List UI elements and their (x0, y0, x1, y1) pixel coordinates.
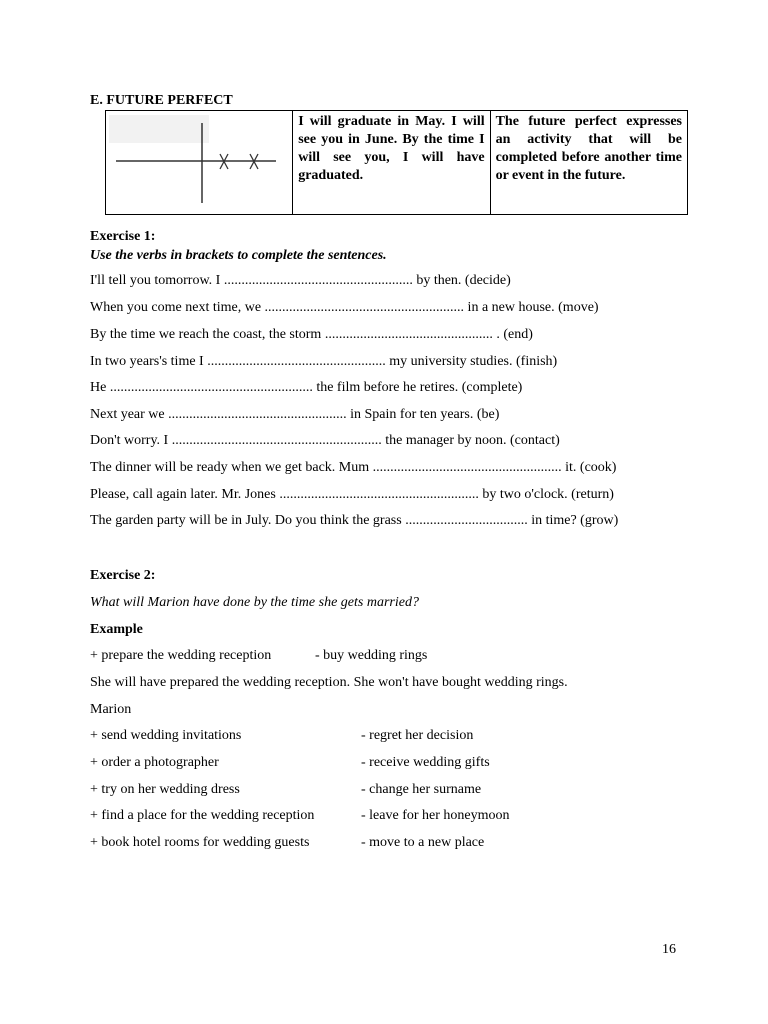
marion-label: Marion (90, 702, 132, 717)
exercise1-sentence: Next year we ................................................... in Spain for ten years. (be) (90, 407, 500, 422)
plus-item: + order a photographer (90, 755, 219, 770)
section-heading: E. FUTURE PERFECT (90, 93, 233, 108)
plus-item: + try on her wedding dress (90, 782, 240, 797)
future-perfect-table (105, 110, 688, 215)
plus-item: + find a place for the wedding reception (90, 808, 315, 823)
example-plus-item: + prepare the wedding reception (90, 648, 272, 663)
exercise1-title: Exercise 1: (90, 229, 156, 244)
example-cell: I will graduate in May. I will see you in June. By the time I will see you, I will have graduated. (293, 111, 490, 215)
page-number: 16 (662, 942, 676, 957)
exercise1-sentence: In two years's time I ................................................... my university studies. (finish) (90, 354, 558, 369)
exercise1-sentence: The garden party will be in July. Do you think the grass ................................... in time? (grow) (90, 513, 619, 528)
minus-item: - regret her decision (361, 728, 474, 743)
exercise2-question: What will Marion have done by the time she gets married? (90, 595, 419, 610)
timeline-diagram-cell (106, 111, 293, 215)
example-answer: She will have prepared the wedding reception. She won't have bought wedding rings. (90, 675, 568, 690)
exercise1-sentence: When you come next time, we ......................................................... in a new house. (move) (90, 300, 599, 315)
explanation-cell: The future perfect expresses an activity that will be completed before another time or event in the future. (490, 111, 687, 215)
exercise1-sentence: I'll tell you tomorrow. I ...................................................... by then. (decide) (90, 273, 511, 288)
example-label: Example (90, 622, 143, 637)
example-minus-item: - buy wedding rings (315, 648, 428, 663)
minus-item: - move to a new place (361, 835, 485, 850)
exercise1-sentence: By the time we reach the coast, the storm ................................................ . (end) (90, 327, 533, 342)
exercise1-sentence: The dinner will be ready when we get back. Mum ...................................................... it. (cook) (90, 460, 617, 475)
exercise1-sentence: Please, call again later. Mr. Jones ......................................................... by two o'clock. (return) (90, 487, 614, 502)
plus-item: + book hotel rooms for wedding guests (90, 835, 310, 850)
plus-item: + send wedding invitations (90, 728, 242, 743)
exercise1-sentence: Don't worry. I ............................................................ the manager by noon. (contact) (90, 433, 560, 448)
exercise1-instruction: Use the verbs in brackets to complete the sentences. (90, 248, 387, 263)
exercise2-title: Exercise 2: (90, 568, 156, 583)
minus-item: - receive wedding gifts (361, 755, 490, 770)
exercise1-sentence: He .......................................................... the film before he retires. (complete) (90, 380, 523, 395)
timeline-diagram (106, 111, 289, 209)
diagram-shading (109, 115, 209, 143)
minus-item: - leave for her honeymoon (361, 808, 510, 823)
minus-item: - change her surname (361, 782, 482, 797)
